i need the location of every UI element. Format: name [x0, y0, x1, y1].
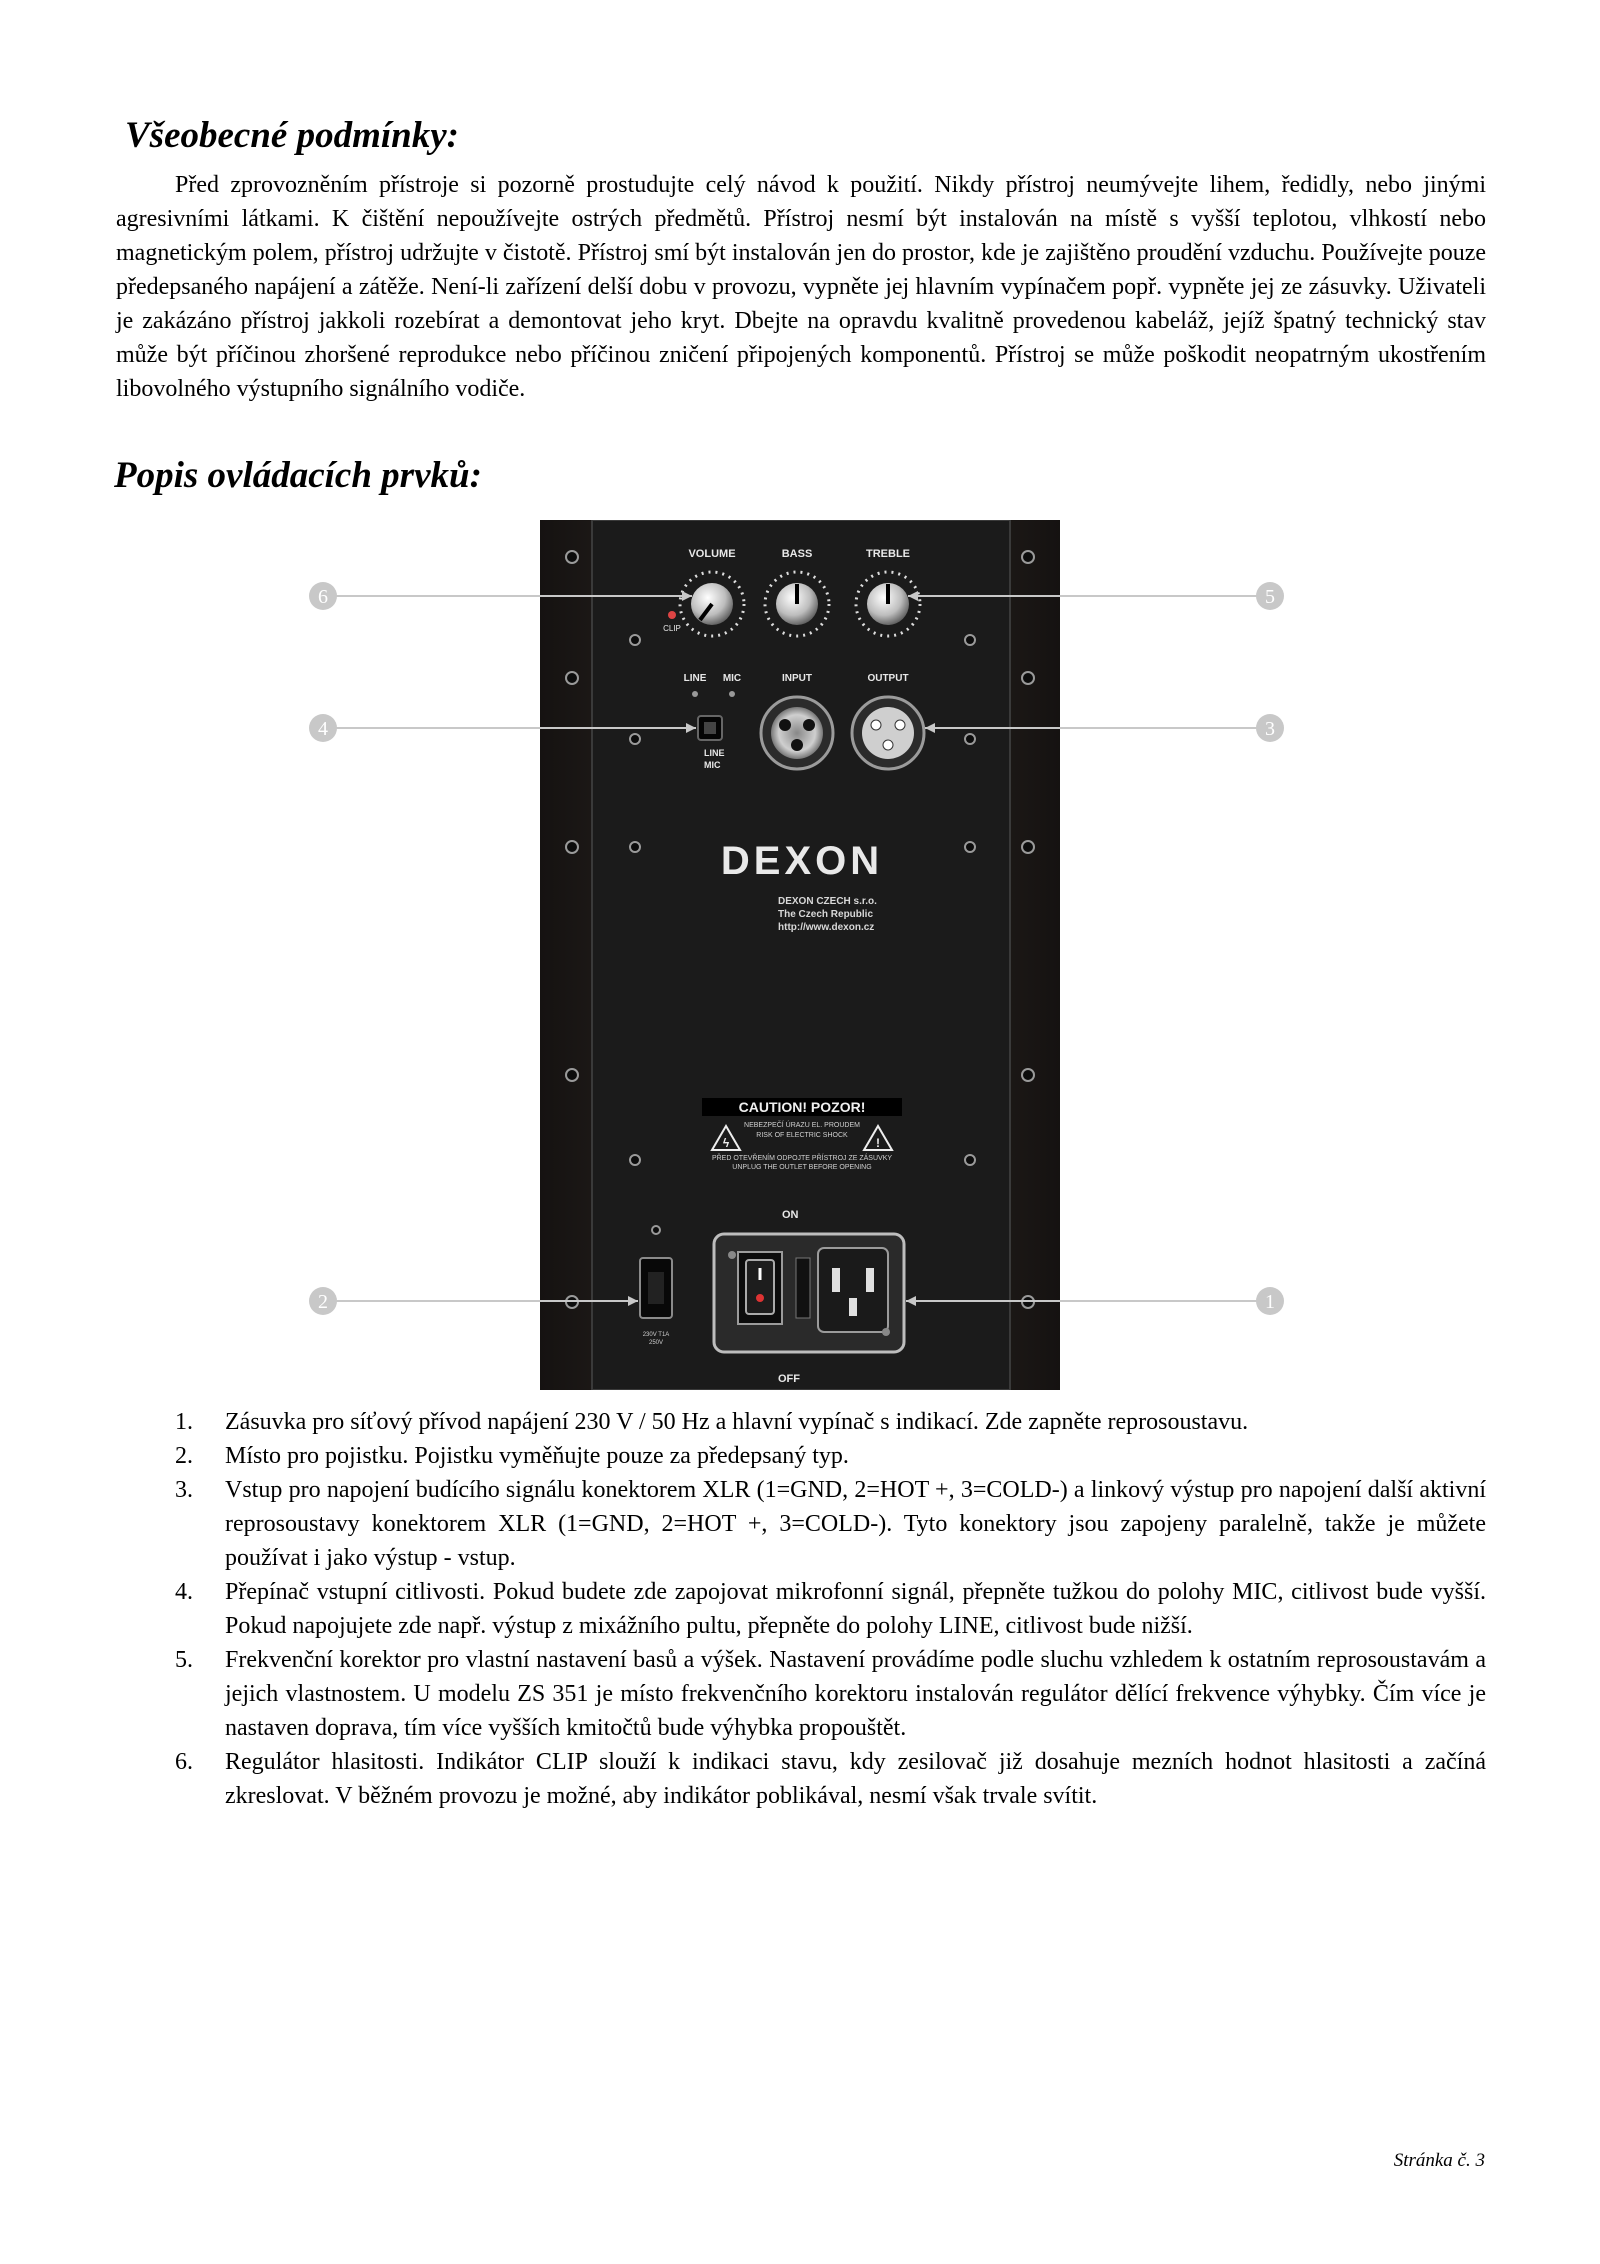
svg-text:ϟ: ϟ [722, 1136, 730, 1150]
callout-number-3: 3 [1265, 718, 1275, 740]
power-inlet-module [714, 1234, 904, 1352]
address-line-1: DEXON CZECH s.r.o. [778, 896, 877, 907]
off-label: OFF [778, 1373, 800, 1385]
clip-led [668, 611, 676, 619]
mic-led [729, 691, 735, 697]
list-item: 5. Frekvenční korektor pro vlastní nastavení basů a výšek. Nastavení provádíme podle sluchu vzhledem k ostatním reprosoustavám a jejich vlastnostem. U modelu ZS 351 je místo frekvenčního korektoru instalován regulátor dělící frekvence výhybky. Čím více je nastaven doprava, tím více vyšších kmitočtů bude výhybka propouštět. [175, 1647, 1486, 1741]
knob-label-bass: BASS [781, 548, 813, 560]
knob-label-volume: VOLUME [688, 548, 736, 560]
callout-number-5: 5 [1265, 586, 1275, 608]
list-item: 4. Přepínač vstupní citlivosti. Pokud budete zde zapojovat mikrofonní signál, přepněte tužkou do polohy MIC, citlivost bude vyšší. Pokud napojujete zde např. výstup z mixážního pultu, přepněte do polohy LINE, citlivost bude nižší. [175, 1579, 1486, 1639]
fuse-voltage-label: 250V [648, 1340, 664, 1346]
led-label-line: LINE [683, 673, 707, 684]
input-label: INPUT [782, 673, 812, 684]
on-label: ON [782, 1209, 799, 1221]
line-led [692, 691, 698, 697]
callout-number-4: 4 [318, 718, 328, 740]
caution-label [702, 1098, 902, 1171]
list-item: 2. Místo pro pojistku. Pojistku vyměňujte pouze za předepsaný typ. [175, 1443, 849, 1469]
svg-text:!: ! [876, 1136, 880, 1150]
brand-logo: DEXON [720, 839, 884, 883]
page-number: Stránka č. 3 [1393, 2150, 1485, 2171]
switch-label-line: LINE [704, 748, 725, 758]
amplifier-panel-photo [300, 520, 1300, 1390]
list-item: 1. Zásuvka pro síťový přívod napájení 230 V / 50 Hz a hlavní vypínač s indikací. Zde zapněte reprosoustavu. [175, 1409, 1249, 1435]
caution-line-2: RISK OF ELECTRIC SHOCK [756, 1132, 848, 1139]
fuse-spec-label: 230V T1A [642, 1332, 670, 1338]
general-conditions-paragraph: Před zprovozněním přístroje si pozorně prostudujte celý návod k použití. Nikdy přístroj neumývejte lihem, ředidly, nebo jinými agresivními látkami. K čištění nepoužívejte ostrých předmětů. Přístroj nesmí být instalován na místě s vyšší teplotou, vlhkostí nebo magnetickým polem, přístroj udržujte v čistotě. Přístroj smí být instalován jen do prostor, kde je zajištěno proudění vzduchu. Používejte pouze předepsaného napájení a zátěže. Není-li zařízení delší dobu v provozu, vypněte jej hlavním vypínačem popř. vypněte jej ze zásuvky. Uživateli je zakázáno přístroj jakkoli rozebírat a demontovat jeho kryt. Dbejte na opravdu kvalitně provedenou kabeláž, jejíž špatný technický stav může být příčinou zhoršené reprodukce nebo příčinou zničení připojených komponentů. Přístroj se může poškodit neopatrným ukostřením libovolného výstupního signálního vodiče. [116, 172, 1486, 402]
address-line-3: http://www.dexon.cz [778, 922, 875, 933]
caution-line-1: NEBEZPEČÍ ÚRAZU EL. PROUDEM [744, 1122, 860, 1129]
output-label: OUTPUT [867, 673, 909, 684]
controls-description-list [170, 1405, 1486, 1813]
caution-line-4: UNPLUG THE OUTLET BEFORE OPENING [732, 1164, 872, 1171]
section-heading-general: Všeobecné podmínky: [125, 115, 459, 156]
callout-number-1: 1 [1265, 1291, 1275, 1313]
xlr-input-connector[interactable] [761, 697, 833, 769]
list-item: 3. Vstup pro napojení budícího signálu konektorem XLR (1=GND, 2=HOT +, 3=COLD-) a linkový výstup pro napojení další aktivní reprosoustavy konektorem XLR (1=GND, 2=HOT +, 3=COLD-). Tyto konektory jsou zapojeny paralelně, takže je můžete používat i jako výstup - vstup. [175, 1477, 1486, 1571]
list-item: 6. Regulátor hlasitosti. Indikátor CLIP slouží k indikaci stavu, kdy zesilovač již dosahuje mezních hodnot hlasitosti a začíná zkreslovat. V běžném provozu je možné, aby indikátor poblikával, nesmí však trvale svítit. [175, 1749, 1486, 1809]
inlet-screw-right [882, 1328, 890, 1336]
callout-number-2: 2 [318, 1291, 328, 1313]
knob-label-treble: TREBLE [866, 548, 910, 560]
led-label-mic: MIC [722, 673, 742, 684]
caution-line-3: PŘED OTEVŘENÍM ODPOJTE PŘÍSTROJ ZE ZÁSUVKY [711, 1155, 893, 1162]
xlr-output-connector[interactable] [852, 697, 924, 769]
power-switch[interactable] [746, 1260, 774, 1314]
address-line-2: The Czech Republic [778, 909, 874, 920]
sensitivity-switch[interactable] [698, 716, 722, 740]
callout-number-6: 6 [318, 586, 328, 608]
caution-title: CAUTION! POZOR! [738, 1099, 866, 1115]
inlet-screw-left [728, 1251, 736, 1259]
clip-label: CLIP [663, 624, 681, 633]
switch-label-mic: MIC [704, 760, 721, 770]
section-heading-controls: Popis ovládacích prvků: [114, 455, 482, 496]
